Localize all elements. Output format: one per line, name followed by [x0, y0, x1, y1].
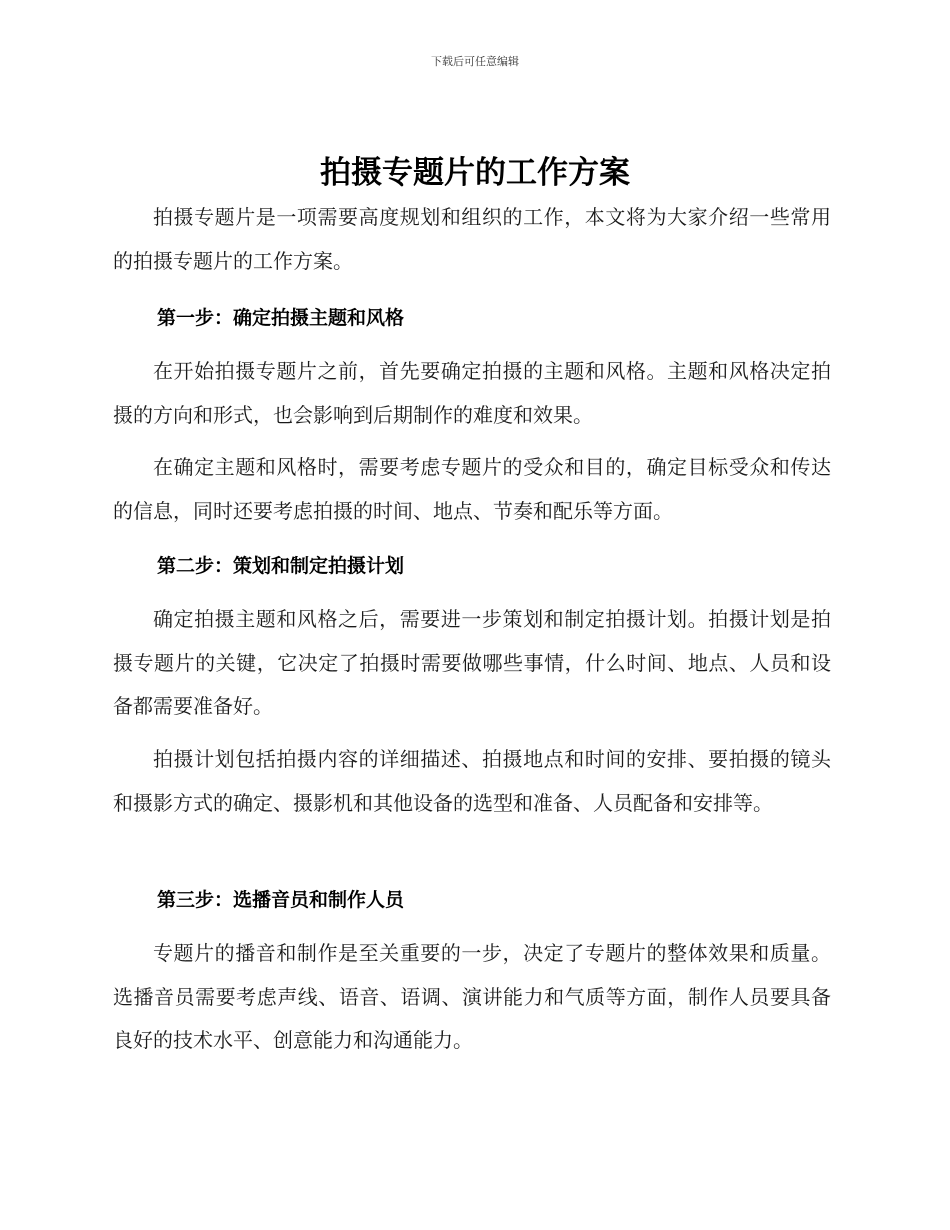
- section-1-heading: 第一步：确定拍摄主题和风格: [157, 307, 405, 329]
- section-1-paragraph-1: 在开始拍摄专题片之前，首先要确定拍摄的主题和风格。主题和风格决定拍摄的方向和形式，也会影响到后期制作的难度和效果。: [113, 359, 831, 427]
- document-title: 拍摄专题片的工作方案: [320, 155, 630, 191]
- section-2-heading: 第二步：策划和制定拍摄计划: [157, 555, 405, 577]
- section-2-paragraph-1: 确定拍摄主题和风格之后，需要进一步策划和制定拍摄计划。拍摄计划是拍摄专题片的关键，它决定了拍摄时需要做哪些事情，什么时间、地点、人员和设备都需要准备好。: [113, 607, 831, 718]
- section-2-paragraph-2: 拍摄计划包括拍摄内容的详细描述、拍摄地点和时间的安排、要拍摄的镜头和摄影方式的确定、摄影机和其他设备的选型和准备、人员配备和安排等。: [113, 747, 831, 815]
- intro-paragraph: 拍摄专题片是一项需要高度规划和组织的工作，本文将为大家介绍一些常用的拍摄专题片的工作方案。: [113, 205, 831, 273]
- header-note: 下载后可任意编辑: [431, 55, 519, 68]
- section-3-paragraph-1: 专题片的播音和制作是至关重要的一步，决定了专题片的整体效果和质量。选播音员需要考虑声线、语音、语调、演讲能力和气质等方面，制作人员要具备良好的技术水平、创意能力和沟通能力。: [113, 941, 831, 1052]
- section-1-paragraph-2: 在确定主题和风格时，需要考虑专题片的受众和目的，确定目标受众和传达的信息，同时还要考虑拍摄的时间、地点、节奏和配乐等方面。: [113, 455, 831, 523]
- section-3-heading: 第三步：选播音员和制作人员: [157, 889, 405, 911]
